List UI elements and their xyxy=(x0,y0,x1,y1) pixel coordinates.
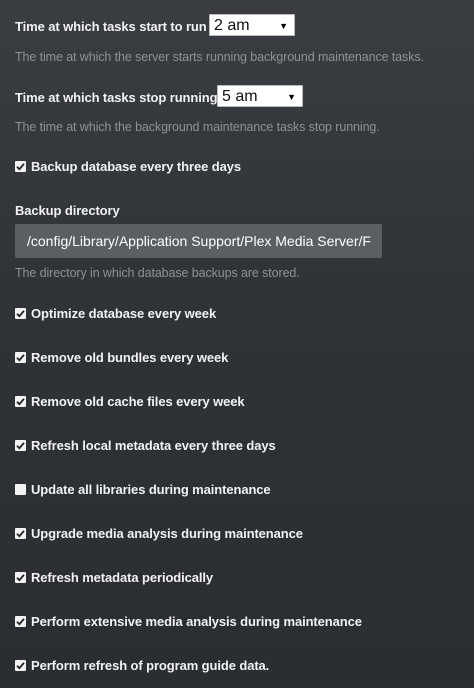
maintenance-option[interactable] xyxy=(15,306,216,321)
maintenance-option[interactable] xyxy=(15,614,362,629)
start-time-label: Time at which tasks start to run xyxy=(15,19,207,34)
checkmark-icon xyxy=(16,573,25,582)
maintenance-option[interactable] xyxy=(15,394,245,409)
maintenance-option[interactable] xyxy=(15,526,303,541)
option-label: Refresh local metadata every three days xyxy=(31,438,276,453)
option-checkbox[interactable] xyxy=(15,616,26,627)
option-label: Update all libraries during maintenance xyxy=(31,482,271,497)
stop-time-label: Time at which tasks stop running xyxy=(15,90,218,105)
start-time-value: 2 am xyxy=(214,17,250,34)
backup-every-three-days-checkbox[interactable] xyxy=(15,161,26,172)
option-label: Remove old cache files every week xyxy=(31,394,245,409)
backup-directory-help: The directory in which database backups are stored. xyxy=(15,266,300,280)
maintenance-option[interactable] xyxy=(15,438,276,453)
backup-directory-label: Backup directory xyxy=(15,203,120,218)
option-checkbox[interactable] xyxy=(15,352,26,363)
checkmark-icon xyxy=(16,397,25,406)
maintenance-option[interactable] xyxy=(15,658,269,673)
stop-time-select[interactable] xyxy=(217,85,303,107)
start-time-select[interactable] xyxy=(209,14,295,36)
backup-every-three-days-option[interactable] xyxy=(15,159,241,174)
stop-time-help: The time at which the background maintenance tasks stop running. xyxy=(15,120,380,134)
option-label: Perform refresh of program guide data. xyxy=(31,658,270,673)
option-label: Optimize database every week xyxy=(31,306,217,321)
option-label: Upgrade media analysis during maintenance xyxy=(31,526,303,541)
option-label: Refresh metadata periodically xyxy=(31,570,214,585)
option-checkbox[interactable] xyxy=(15,572,26,583)
maintenance-option[interactable] xyxy=(15,482,271,497)
checkmark-icon xyxy=(16,162,25,171)
checkmark-icon xyxy=(16,661,25,670)
backup-directory-input[interactable]: /config/Library/Application Support/Plex Media Server/F xyxy=(15,224,382,258)
start-time-help: The time at which the server starts running background maintenance tasks. xyxy=(15,50,424,64)
maintenance-option[interactable] xyxy=(15,350,228,365)
checkmark-icon xyxy=(16,353,25,362)
option-label: Remove old bundles every week xyxy=(31,350,229,365)
checkmark-icon xyxy=(16,529,25,538)
chevron-down-icon: ▼ xyxy=(279,21,288,31)
stop-time-value: 5 am xyxy=(222,88,258,105)
option-checkbox[interactable] xyxy=(15,660,26,671)
checkmark-icon xyxy=(16,617,25,626)
option-checkbox[interactable] xyxy=(15,308,26,319)
option-checkbox[interactable] xyxy=(15,484,26,495)
option-label: Perform extensive media analysis during maintenance xyxy=(31,614,362,629)
option-checkbox[interactable] xyxy=(15,528,26,539)
backup-every-three-days-label: Backup database every three days xyxy=(31,159,241,174)
chevron-down-icon: ▼ xyxy=(287,92,296,102)
checkmark-icon xyxy=(16,309,25,318)
option-checkbox[interactable] xyxy=(15,396,26,407)
maintenance-option[interactable] xyxy=(15,570,213,585)
checkmark-icon xyxy=(16,441,25,450)
option-checkbox[interactable] xyxy=(15,440,26,451)
